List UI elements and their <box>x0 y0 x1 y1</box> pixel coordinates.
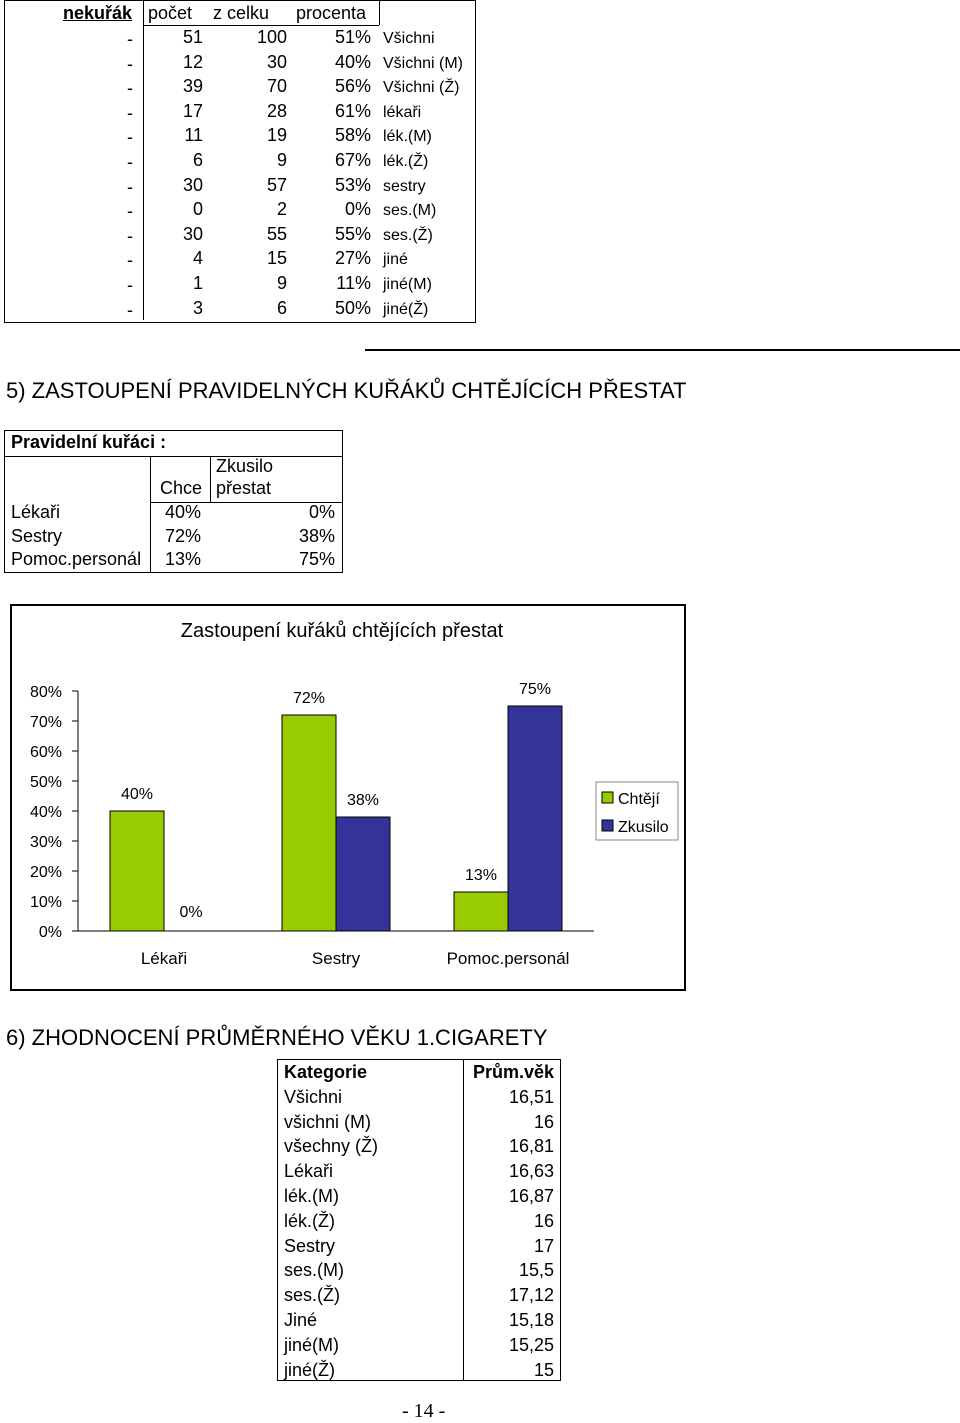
count-cell: 3 <box>192 297 203 318</box>
table-row <box>278 1358 560 1383</box>
total-cell: 2 <box>276 199 287 220</box>
count-cell: 4 <box>192 248 203 269</box>
page-number: - 14 - <box>402 1400 446 1422</box>
data-label: 75% <box>518 681 552 698</box>
total-cell: 15 <box>266 248 287 269</box>
table-row <box>278 1110 560 1135</box>
tried-cell: 75% <box>298 549 335 569</box>
row-marker: - <box>127 299 133 320</box>
regular-smokers-table <box>4 430 343 573</box>
row-marker: - <box>127 53 133 74</box>
group-cell: lék.(Ž) <box>383 153 429 170</box>
row-label: Lékaři <box>11 502 61 522</box>
category-cell: lék.(M) <box>284 1186 339 1206</box>
tried-cell: 38% <box>298 525 335 546</box>
table-row <box>278 1283 560 1308</box>
y-tick-label: 10% <box>29 894 62 911</box>
chart-plot <box>12 606 684 989</box>
table-row <box>278 1085 560 1110</box>
legend-swatch <box>602 820 613 831</box>
table-row <box>5 224 475 249</box>
group-cell: Všichni (M) <box>383 54 464 72</box>
nonsmoker-label: nekuřák <box>63 3 133 23</box>
legend-swatch <box>602 792 613 803</box>
total-cell: 9 <box>276 150 287 170</box>
avg-age-cell: 16,63 <box>508 1161 554 1182</box>
row-divider <box>143 25 379 26</box>
category-cell: ses.(M) <box>284 1260 344 1281</box>
group-cell: jiné(M) <box>383 276 432 293</box>
avg-age-cell: 16,87 <box>508 1186 554 1206</box>
y-tick-label: 50% <box>29 774 62 791</box>
row-label: Sestry <box>11 525 63 546</box>
percent-cell: 53% <box>334 174 371 195</box>
percent-cell: 67% <box>334 150 371 170</box>
row-marker: - <box>127 102 133 123</box>
category-cell: jiné(Ž) <box>284 1359 336 1380</box>
total-cell: 28 <box>266 100 287 121</box>
percent-cell: 27% <box>334 248 371 269</box>
category-cell: všichni (M) <box>284 1111 372 1132</box>
legend-label: Zkusilo <box>618 819 669 836</box>
x-category-label: Lékaři <box>140 949 188 968</box>
total-cell: 100 <box>256 27 287 47</box>
avg-age-cell: 16,51 <box>508 1086 554 1107</box>
table-row <box>5 273 475 298</box>
percent-cell: 58% <box>334 125 371 146</box>
table-row <box>5 76 475 101</box>
data-label: 40% <box>120 786 154 803</box>
group-cell: lékaři <box>383 103 422 121</box>
group-cell: Všichni (Ž) <box>383 79 460 97</box>
row-marker: - <box>127 250 133 271</box>
bar-chtějí <box>282 715 336 931</box>
group-cell: ses.(Ž) <box>383 226 433 244</box>
percent-cell: 56% <box>334 76 371 97</box>
row-marker: - <box>127 78 133 99</box>
row-marker: - <box>127 201 133 222</box>
want-header: Chce <box>160 478 203 498</box>
count-cell: 30 <box>182 174 203 195</box>
column-divider <box>379 1 380 25</box>
y-tick-label: 40% <box>29 804 62 821</box>
average-age-table <box>277 1059 561 1381</box>
row-marker: - <box>127 127 133 148</box>
total-cell: 30 <box>266 51 287 72</box>
want-cell: 72% <box>164 525 201 546</box>
section-5-heading: 5) ZASTOUPENÍ PRAVIDELNÝCH KUŘÁKŮ CHTĚJÍCÍCH PŘESTAT <box>6 378 687 403</box>
table-row <box>5 125 475 150</box>
category-cell: lék.(Ž) <box>284 1210 335 1231</box>
count-cell: 1 <box>192 273 203 293</box>
column-divider <box>150 456 151 572</box>
category-cell: Jiné <box>284 1310 318 1330</box>
row-marker: - <box>127 152 133 172</box>
table-row <box>5 101 475 126</box>
count-cell: 0 <box>192 199 203 220</box>
table-header-row <box>278 1060 560 1085</box>
table-row <box>278 1308 560 1333</box>
total-cell: 19 <box>266 125 287 146</box>
row-marker: - <box>127 29 133 49</box>
total-cell: 57 <box>266 174 287 195</box>
nonsmoker-table <box>4 0 476 323</box>
data-label: 13% <box>464 867 498 884</box>
table-row <box>5 150 475 175</box>
column-divider <box>210 456 211 502</box>
tried-header-line2: přestat <box>216 478 272 498</box>
x-category-label: Pomoc.personál <box>446 949 570 968</box>
row-label: Pomoc.personál <box>11 549 142 569</box>
group-cell: Všichni <box>383 30 435 47</box>
table-row <box>5 199 475 224</box>
avg-age-cell: 15 <box>533 1359 554 1380</box>
avg-age-cell: 15,25 <box>508 1334 554 1355</box>
group-cell: ses.(M) <box>383 202 437 220</box>
table-row <box>278 1333 560 1358</box>
section-6-heading: 6) ZHODNOCENÍ PRŮMĚRNÉHO VĚKU 1.CIGARETY <box>6 1025 548 1050</box>
tried-cell: 0% <box>308 502 335 522</box>
avg-age-cell: 17 <box>533 1235 554 1256</box>
category-cell: jiné(M) <box>284 1334 340 1355</box>
table-row <box>278 1258 560 1283</box>
category-cell: Všichni <box>284 1086 343 1107</box>
want-cell: 40% <box>164 502 201 522</box>
group-cell: sestry <box>383 177 426 195</box>
category-cell: všechny (Ž) <box>284 1136 379 1157</box>
tried-header-line1: Zkusilo <box>216 456 274 476</box>
category-cell: ses.(Ž) <box>284 1285 340 1306</box>
percent-cell: 55% <box>334 223 371 244</box>
total-cell: 6 <box>276 297 287 318</box>
table-row <box>278 1134 560 1159</box>
avg-age-cell: 15,5 <box>518 1260 554 1281</box>
row-marker: - <box>127 225 133 246</box>
category-header: Kategorie <box>284 1062 368 1082</box>
category-cell: Lékaři <box>284 1161 334 1182</box>
percent-cell: 61% <box>334 100 371 121</box>
group-cell: lék.(M) <box>383 128 432 146</box>
bar-chart <box>10 604 686 991</box>
table-row <box>5 175 475 200</box>
y-tick-label: 0% <box>38 924 62 941</box>
regular-smokers-title: Pravidelní kuřáci : <box>11 432 167 452</box>
avg-age-header: Prům.věk <box>472 1062 554 1082</box>
table-row <box>278 1234 560 1259</box>
percent-cell: 50% <box>334 297 371 318</box>
bar-zkusilo <box>508 706 562 931</box>
count-cell: 30 <box>182 223 203 244</box>
group-cell: jiné(Ž) <box>383 300 429 318</box>
data-label: 0% <box>179 904 203 921</box>
y-tick-label: 70% <box>29 714 62 731</box>
percent-cell: 40% <box>334 51 371 72</box>
bar-zkusilo <box>336 817 390 931</box>
count-cell: 12 <box>182 51 203 72</box>
count-cell: 39 <box>182 76 203 97</box>
table-row <box>5 27 475 52</box>
x-category-label: Sestry <box>311 949 361 968</box>
avg-age-cell: 16 <box>533 1210 554 1231</box>
table-row <box>5 248 475 273</box>
legend-label: Chtějí <box>618 791 660 808</box>
want-cell: 13% <box>164 549 201 569</box>
total-header: z celku <box>213 3 270 23</box>
count-header: počet <box>148 3 193 23</box>
table-row <box>5 52 475 77</box>
data-label: 72% <box>292 690 326 707</box>
y-tick-label: 80% <box>29 684 62 701</box>
row-marker: - <box>127 275 133 295</box>
bar-chtějí <box>110 811 164 931</box>
total-cell: 9 <box>276 273 287 293</box>
percent-cell: 51% <box>334 27 371 47</box>
chart-title: Zastoupení kuřáků chtějících přestat <box>180 620 504 642</box>
avg-age-cell: 16 <box>533 1111 554 1132</box>
horizontal-rule <box>365 349 960 351</box>
avg-age-cell: 15,18 <box>508 1310 554 1330</box>
data-label: 38% <box>346 792 380 809</box>
count-cell: 11 <box>184 125 203 146</box>
table-row <box>5 298 475 323</box>
y-tick-label: 30% <box>29 834 62 851</box>
row-marker: - <box>127 176 133 197</box>
total-cell: 55 <box>266 223 287 244</box>
table-row <box>278 1184 560 1209</box>
percent-cell: 11% <box>336 273 371 293</box>
category-cell: Sestry <box>284 1235 336 1256</box>
count-cell: 6 <box>192 150 203 170</box>
y-tick-label: 20% <box>29 864 62 881</box>
group-cell: jiné <box>383 251 408 269</box>
percent-cell: 0% <box>344 199 371 220</box>
row-divider <box>5 456 342 457</box>
avg-age-cell: 17,12 <box>508 1285 554 1306</box>
y-tick-label: 60% <box>29 744 62 761</box>
count-cell: 17 <box>182 100 203 121</box>
avg-age-cell: 16,81 <box>508 1136 554 1157</box>
count-cell: 51 <box>182 27 203 47</box>
table-row <box>278 1159 560 1184</box>
percent-header: procenta <box>296 3 367 23</box>
table-row <box>278 1209 560 1234</box>
bar-chtějí <box>454 892 508 931</box>
total-cell: 70 <box>266 76 287 97</box>
